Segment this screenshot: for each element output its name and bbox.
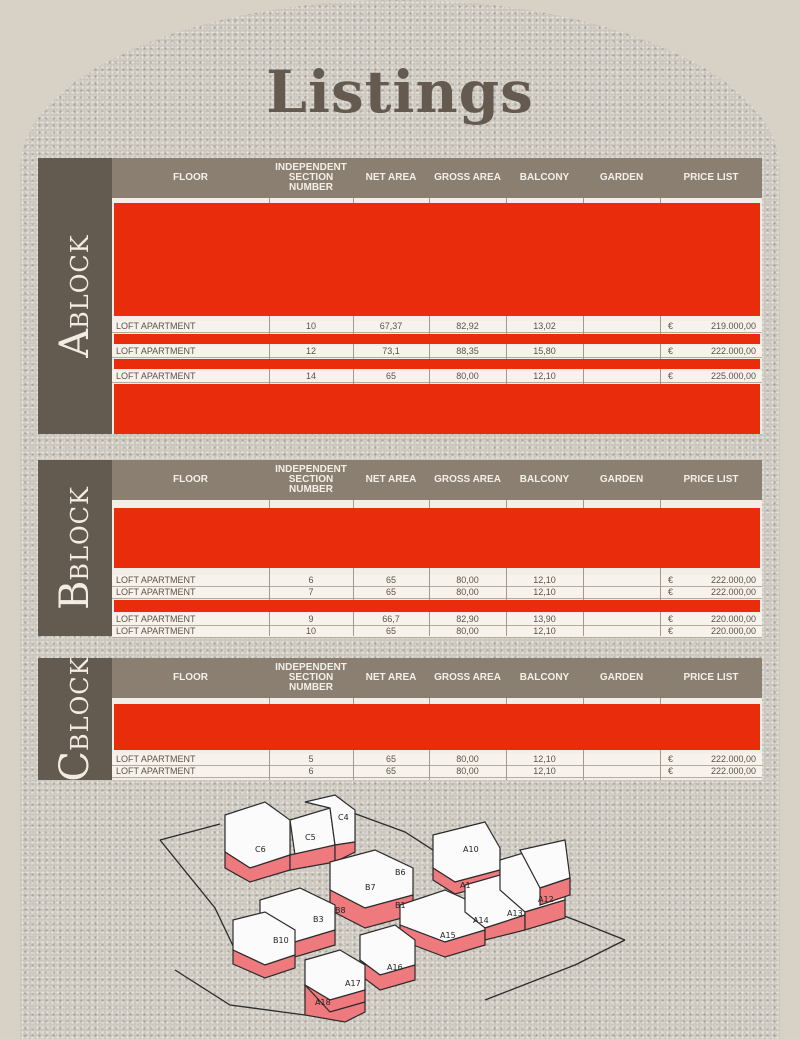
cell-section: 9 <box>308 614 314 624</box>
sketch-label: C5 <box>305 833 316 842</box>
sketch-label: A17 <box>345 979 361 988</box>
cell-garden <box>583 321 660 332</box>
block-b <box>38 460 762 636</box>
cell-section: 10 <box>305 321 316 331</box>
table-row <box>112 575 762 587</box>
cell-section: 14 <box>305 371 316 381</box>
block-letter: C <box>52 750 98 782</box>
cell-price <box>660 626 762 637</box>
cell-garden <box>583 626 660 637</box>
block-word: BLOCK <box>66 486 94 581</box>
sketch-label: B3 <box>313 915 324 924</box>
sketch-label: A18 <box>315 998 331 1007</box>
cell-garden <box>583 614 660 625</box>
table-body <box>112 698 762 780</box>
cell-price <box>660 587 762 598</box>
redaction-bar <box>114 508 760 568</box>
table-row <box>112 371 762 383</box>
cell-floor: LOFT APARTMENT <box>116 587 196 597</box>
table-row <box>112 754 762 766</box>
cell-gross: 80,00 <box>456 766 479 776</box>
currency-symbol: € <box>668 614 674 624</box>
currency-symbol: € <box>668 766 674 776</box>
cell-balcony: 13,02 <box>533 321 556 331</box>
cell-gross: 80,00 <box>456 587 479 597</box>
cell-price <box>660 754 762 765</box>
table-row <box>112 321 762 333</box>
table-row <box>112 766 762 778</box>
price-value: 222.000,00 <box>710 587 756 597</box>
cell-balcony: 12,10 <box>533 371 556 381</box>
cell-garden <box>583 346 660 357</box>
col-balcony-header: BALCONY <box>519 474 570 485</box>
page-title: Listings <box>266 58 534 126</box>
price-value: 222.000,00 <box>710 754 756 764</box>
price-value: 222.000,00 <box>710 575 756 585</box>
cell-gross: 80,00 <box>456 754 479 764</box>
cell-gross: 82,90 <box>456 614 479 624</box>
currency-symbol: € <box>668 754 674 764</box>
col-garden-header: GARDEN <box>599 474 644 485</box>
sketch-label: B7 <box>365 883 376 892</box>
col-garden-header: GARDEN <box>599 672 644 683</box>
cell-price <box>660 371 762 382</box>
sketch-label: A14 <box>473 916 489 925</box>
cell-balcony: 12,10 <box>533 575 556 585</box>
redaction-bar <box>114 704 760 750</box>
block-b-label <box>38 460 112 636</box>
col-gross-header: GROSS AREA <box>434 474 501 485</box>
price-value: 220.000,00 <box>710 626 756 636</box>
block-c <box>38 658 762 780</box>
table-body <box>112 198 762 434</box>
listing-table <box>112 158 762 434</box>
redaction-bar <box>114 359 760 369</box>
sketch-label: B8 <box>335 906 346 915</box>
sketch-label: B10 <box>273 936 289 945</box>
currency-symbol: € <box>668 575 674 585</box>
cell-section: 10 <box>305 626 316 636</box>
table-body <box>112 500 762 636</box>
sketch-label: C4 <box>338 813 349 822</box>
cell-price <box>660 766 762 777</box>
block-a-label <box>38 158 112 434</box>
table-row <box>112 346 762 358</box>
cell-gross: 80,00 <box>456 371 479 381</box>
cell-net: 65 <box>385 587 396 597</box>
cell-garden <box>583 575 660 586</box>
cell-garden <box>583 371 660 382</box>
col-net-header: NET AREA <box>365 474 417 485</box>
price-value: 225.000,00 <box>710 371 756 381</box>
cell-floor: LOFT APARTMENT <box>116 626 196 636</box>
cell-price <box>660 614 762 625</box>
cell-balcony: 12,10 <box>533 587 556 597</box>
sketch-label: B1 <box>395 901 406 910</box>
cell-gross: 88,35 <box>456 346 479 356</box>
table-header <box>112 158 762 198</box>
table-header <box>112 658 762 698</box>
sketch-label: B6 <box>395 868 406 877</box>
col-price-header: PRICE LIST <box>683 172 739 183</box>
cell-floor: LOFT APARTMENT <box>116 575 196 585</box>
sketch-label: A10 <box>463 845 479 854</box>
cell-price <box>660 321 762 332</box>
table-row <box>112 587 762 599</box>
cell-balcony: 13,90 <box>533 614 556 624</box>
cell-section: 6 <box>308 575 314 585</box>
block-letter: A <box>52 328 98 358</box>
col-section-header: INDEPENDENT SECTION NUMBER <box>275 662 347 693</box>
col-net-header: NET AREA <box>365 172 417 183</box>
cell-section: 6 <box>308 766 314 776</box>
currency-symbol: € <box>668 321 674 331</box>
cell-net: 65 <box>385 575 396 585</box>
col-section-header: INDEPENDENT SECTION NUMBER <box>275 162 347 193</box>
cell-price <box>660 346 762 357</box>
cell-garden <box>583 754 660 765</box>
cell-gross: 82,92 <box>456 321 479 331</box>
table-row <box>112 626 762 638</box>
col-gross-header: GROSS AREA <box>434 672 501 683</box>
cell-section: 5 <box>308 754 314 764</box>
col-balcony-header: BALCONY <box>519 172 570 183</box>
price-value: 219.000,00 <box>710 321 756 331</box>
cell-balcony: 12,10 <box>533 754 556 764</box>
sketch-label: A16 <box>387 963 403 972</box>
col-balcony-header: BALCONY <box>519 672 570 683</box>
col-garden-header: GARDEN <box>599 172 644 183</box>
cell-net: 66,7 <box>382 614 400 624</box>
col-floor-header: FLOOR <box>173 672 208 683</box>
cell-floor: LOFT APARTMENT <box>116 321 196 331</box>
cell-floor: LOFT APARTMENT <box>116 346 196 356</box>
cell-floor: LOFT APARTMENT <box>116 766 196 776</box>
cell-balcony: 12,10 <box>533 766 556 776</box>
listing-table <box>112 658 762 780</box>
sketch-label: A12 <box>538 895 554 904</box>
col-floor-header: FLOOR <box>173 172 208 183</box>
cell-floor: LOFT APARTMENT <box>116 614 196 624</box>
cell-section: 7 <box>308 587 314 597</box>
cell-net: 73,1 <box>382 346 400 356</box>
sketch-label: C6 <box>255 845 266 854</box>
cell-section: 12 <box>305 346 316 356</box>
block-word: BLOCK <box>66 234 94 329</box>
cell-net: 65 <box>385 754 396 764</box>
col-gross-header: GROSS AREA <box>434 172 501 183</box>
sketch-label: A13 <box>507 909 523 918</box>
cell-net: 65 <box>385 766 396 776</box>
sketch-label: A1 <box>460 881 471 890</box>
cell-price <box>660 575 762 586</box>
redaction-bar <box>114 384 760 434</box>
col-floor-header: FLOOR <box>173 474 208 485</box>
cell-net: 65 <box>385 626 396 636</box>
redaction-bar <box>114 203 760 316</box>
price-value: 222.000,00 <box>710 346 756 356</box>
cell-gross: 80,00 <box>456 626 479 636</box>
currency-symbol: € <box>668 626 674 636</box>
col-price-header: PRICE LIST <box>683 474 739 485</box>
redaction-bar <box>114 334 760 344</box>
cell-garden <box>583 587 660 598</box>
listing-table <box>112 460 762 636</box>
block-c-label <box>38 658 112 780</box>
sketch-label: A15 <box>440 931 456 940</box>
table-header <box>112 460 762 500</box>
currency-symbol: € <box>668 346 674 356</box>
block-a <box>38 158 762 434</box>
currency-symbol: € <box>668 587 674 597</box>
table-row <box>112 614 762 626</box>
cell-balcony: 15,80 <box>533 346 556 356</box>
col-net-header: NET AREA <box>365 672 417 683</box>
col-price-header: PRICE LIST <box>683 672 739 683</box>
block-letter: B <box>52 580 98 610</box>
col-section-header: INDEPENDENT SECTION NUMBER <box>275 464 347 495</box>
block-word: BLOCK <box>66 656 94 751</box>
redaction-bar <box>114 600 760 612</box>
cell-gross: 80,00 <box>456 575 479 585</box>
cell-balcony: 12,10 <box>533 626 556 636</box>
cell-garden <box>583 766 660 777</box>
price-value: 222.000,00 <box>710 766 756 776</box>
cell-net: 65 <box>385 371 396 381</box>
site-plan-sketch <box>155 790 645 1030</box>
currency-symbol: € <box>668 371 674 381</box>
cell-net: 67,37 <box>379 321 403 331</box>
cell-floor: LOFT APARTMENT <box>116 371 196 381</box>
cell-floor: LOFT APARTMENT <box>116 754 196 764</box>
price-value: 220.000,00 <box>710 614 756 624</box>
